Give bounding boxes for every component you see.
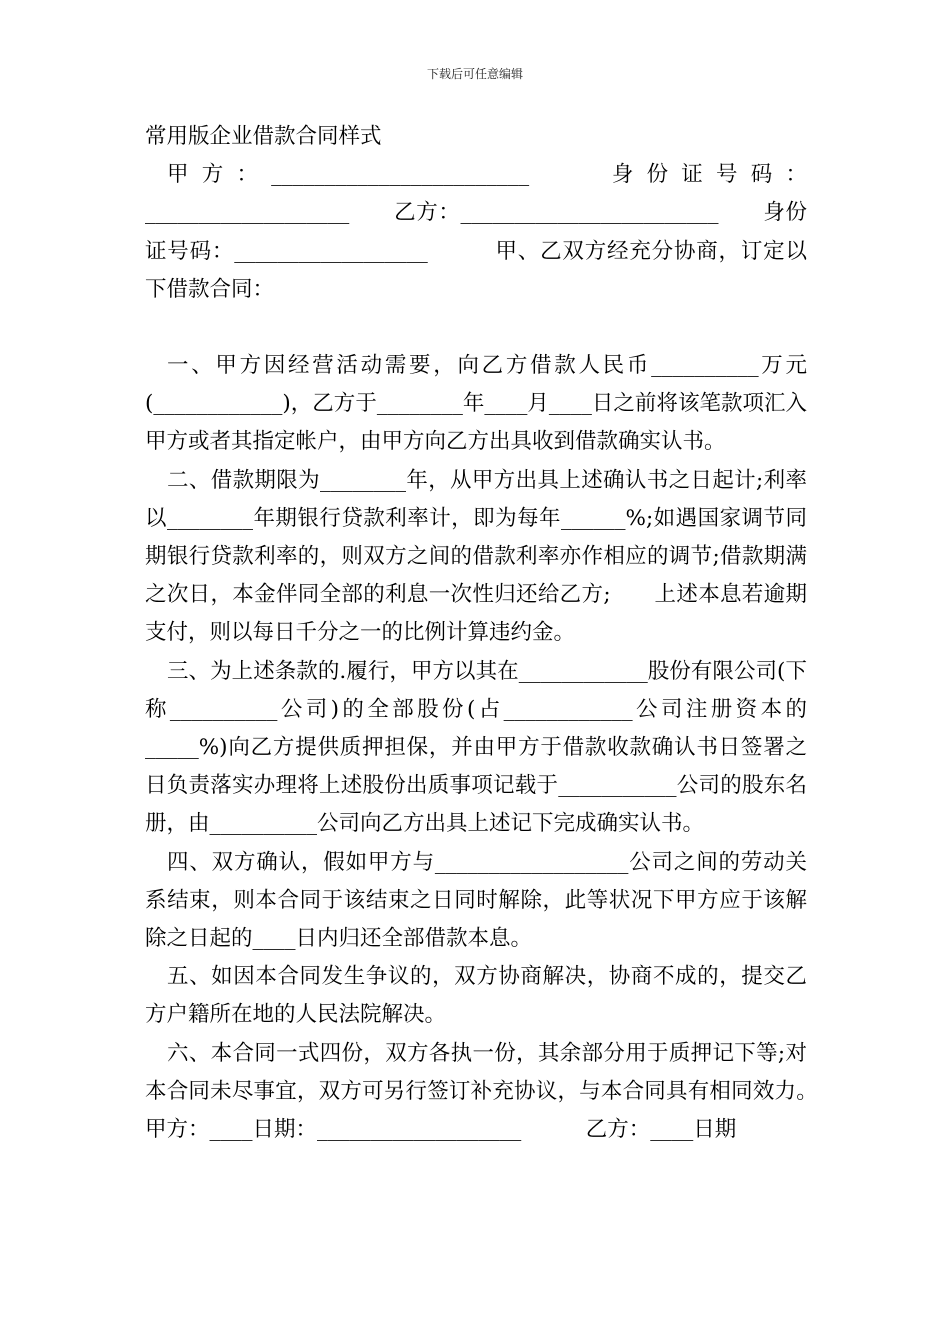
clause-1: 一、甲方因经营活动需要，向乙方借款人民币__________万元(____________)，乙方于________年____月____日之前将该笔款项汇入甲方或者其指定帐户，由甲方向乙方出具收到借款确实认书。 [145,353,807,455]
contract-body [145,118,851,1149]
clause-6: 六、本合同一式四份，双方各执一份，其余部分用于质押记下等;对本合同未尽事宜，双方可另行签订补充协议，与本合同具有相同效力。 甲方：____日期：___________________ 乙方：____日期 [145,1040,851,1143]
parties-paragraph: 甲方：________________________ 身份证号码：___________________ 乙方：________________________ 身份证号码：__________________ 甲、乙双方经充分协商，订定以下借款合同： [145,162,807,302]
document-title: 常用版企业借款合同样式 [145,124,382,149]
clause-2: 二、借款期限为________年，从甲方出具上述确认书之日起计;利率以________年期银行贷款利率计，即为每年______%;如遇国家调节同期银行贷款利率的，则双方之间的借款利率亦作相应的调节;借款期满之次日，本金伴同全部的利息一次性归还给乙方; 上述本息若逾期支付，则以每日千分之一的比例计算违约金。 [145,467,807,646]
header-note: 下载后可任意编辑 [426,67,523,81]
clause-4: 四、双方确认，假如甲方与__________________公司之间的劳动关系结束，则本合同于该结束之日同时解除，此等状况下甲方应于该解除之日起的____日内归还全部借款本息。 [145,849,807,952]
clause-5: 五、如因本合同发生争议的，双方协商解决，协商不成的，提交乙方户籍所在地的人民法院解决。 [145,964,807,1028]
paragraph-spacer [145,309,807,347]
clause-3: 三、为上述条款的.履行，甲方以其在____________股份有限公司(下称__________公司)的全部股份(占____________公司注册资本的 _____%)向乙方提供质押担保，并由甲方于借款收款确认书日签署之日负责落实办理将上述股份出质事项记载于___________公司的股东名册，由__________公司向乙方出具上述记下完成确实认书。 [145,658,807,837]
